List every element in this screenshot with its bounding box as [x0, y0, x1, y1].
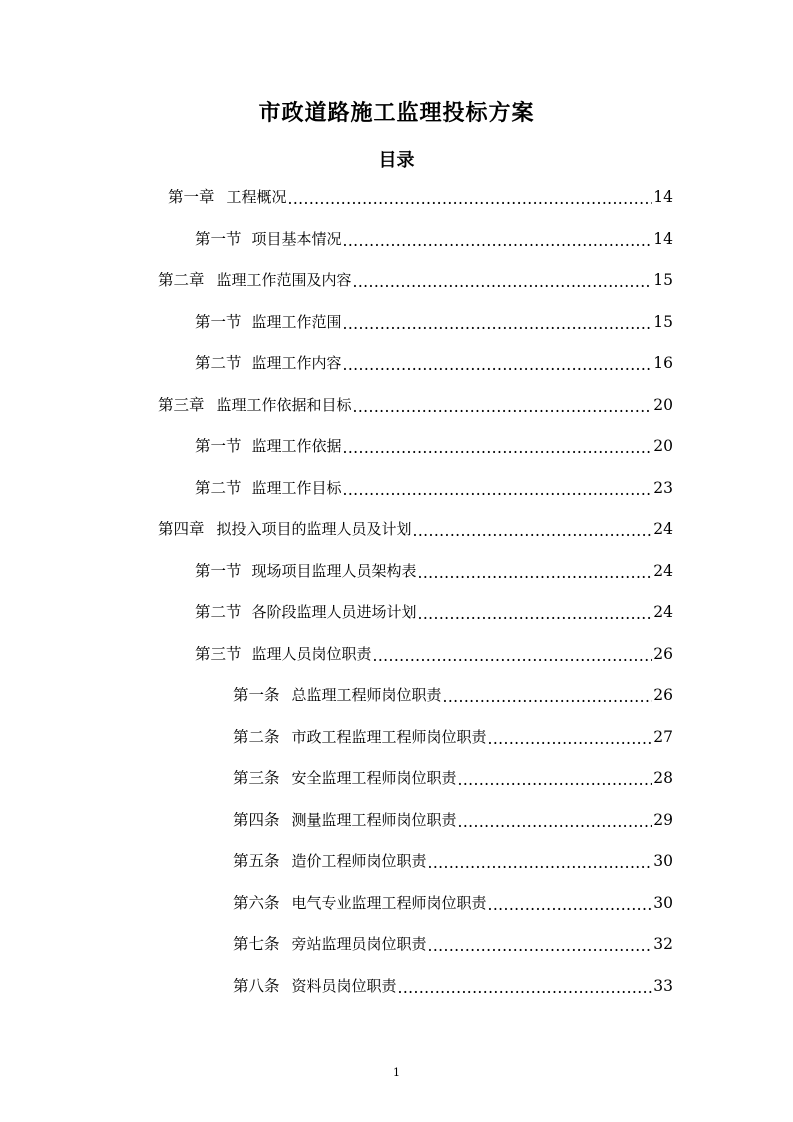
toc-entry-number: 第四章: [158, 520, 205, 538]
toc-entry-title: 监理工作依据: [251, 437, 342, 455]
toc-entry-page: 29: [653, 811, 673, 829]
toc-entry-page: 14: [653, 230, 673, 248]
toc-entry-number: 第四条: [233, 811, 280, 829]
page-number: 1: [393, 1066, 400, 1079]
document-title: 市政道路施工监理投标方案: [258, 101, 535, 126]
toc-entry[interactable]: [195, 560, 673, 582]
toc-leader-dots: [343, 481, 653, 499]
toc-entry-page: 30: [653, 894, 673, 912]
toc-entry[interactable]: [233, 933, 673, 955]
toc-leader-dots: [428, 854, 653, 872]
toc-entry[interactable]: [195, 643, 673, 665]
toc-entry-title: 安全监理工程师岗位职责: [291, 769, 457, 787]
toc-entry-title: 资料员岗位职责: [291, 977, 397, 995]
toc-entry-page: 15: [653, 313, 673, 331]
toc-entry-number: 第一节: [195, 562, 242, 580]
toc-entry-page: 14: [653, 188, 673, 206]
toc-entry-title: 电气专业监理工程师岗位职责: [291, 894, 487, 912]
toc-entry-number: 第三条: [233, 769, 280, 787]
toc-entry-number: 第一章: [168, 188, 215, 206]
toc-entry[interactable]: [158, 394, 673, 416]
toc-entry-number: 第三节: [195, 645, 242, 663]
toc-entry-number: 第一节: [195, 313, 242, 331]
toc-leader-dots: [343, 315, 653, 333]
toc-entry-title: 项目基本情况: [251, 230, 342, 248]
toc-entry[interactable]: [233, 975, 673, 997]
toc-entry[interactable]: [233, 850, 673, 872]
toc-leader-dots: [413, 522, 653, 540]
toc-entry-number: 第七条: [233, 935, 280, 953]
toc-entry-page: 20: [653, 437, 673, 455]
toc-entry-number: 第二节: [195, 479, 242, 497]
toc-entry-page: 26: [653, 686, 673, 704]
toc-entry-page: 20: [653, 396, 673, 414]
toc-leader-dots: [428, 937, 653, 955]
toc-entry-number: 第三章: [158, 396, 205, 414]
toc-entry-title: 监理人员岗位职责: [251, 645, 372, 663]
toc-leader-dots: [373, 647, 653, 665]
toc-entry-title: 旁站监理员岗位职责: [291, 935, 427, 953]
toc-entry-number: 第一节: [195, 230, 242, 248]
toc-entry-title: 工程概况: [226, 188, 287, 206]
toc-leader-dots: [458, 771, 653, 789]
toc-entry[interactable]: [195, 352, 673, 374]
toc-entry-page: 27: [653, 728, 673, 746]
toc-leader-dots: [343, 232, 653, 250]
toc-entry-number: 第一节: [195, 437, 242, 455]
toc-leader-dots: [288, 190, 653, 208]
toc-entry-page: 15: [653, 271, 673, 289]
toc-heading: 目录: [378, 150, 415, 171]
toc-entry-number: 第二节: [195, 603, 242, 621]
toc-entry-title: 监理工作内容: [251, 354, 342, 372]
toc-entry[interactable]: [233, 892, 673, 914]
toc-entry-page: 24: [653, 603, 673, 621]
toc-leader-dots: [343, 439, 653, 457]
toc-entry-title: 市政工程监理工程师岗位职责: [291, 728, 487, 746]
toc-entry-number: 第二条: [233, 728, 280, 746]
toc-entry[interactable]: [195, 477, 673, 499]
toc-entry-page: 24: [653, 520, 673, 538]
toc-entry[interactable]: [195, 311, 673, 333]
toc-entry-page: 16: [653, 354, 673, 372]
toc-entry-page: 26: [653, 645, 673, 663]
toc-entry-number: 第二章: [158, 271, 205, 289]
toc-entry[interactable]: [158, 269, 673, 291]
toc-entry-page: 23: [653, 479, 673, 497]
toc-entry-page: 28: [653, 769, 673, 787]
toc-leader-dots: [398, 979, 653, 997]
toc-entry-title: 造价工程师岗位职责: [291, 852, 427, 870]
toc-entry[interactable]: [233, 726, 673, 748]
toc-entry-page: 33: [653, 977, 673, 995]
toc-leader-dots: [353, 398, 653, 416]
toc-entry[interactable]: [195, 435, 673, 457]
toc-entry-number: 第八条: [233, 977, 280, 995]
toc-leader-dots: [488, 730, 653, 748]
toc-entry[interactable]: [195, 228, 673, 250]
toc-entry[interactable]: [233, 767, 673, 789]
toc-entry-number: 第六条: [233, 894, 280, 912]
toc-entry-page: 24: [653, 562, 673, 580]
toc-entry[interactable]: [233, 809, 673, 831]
toc-leader-dots: [353, 273, 653, 291]
toc-entry-title: 各阶段监理人员进场计划: [251, 603, 417, 621]
toc-entry[interactable]: [168, 186, 673, 208]
toc-entry-title: 总监理工程师岗位职责: [291, 686, 442, 704]
toc-leader-dots: [343, 356, 653, 374]
toc-entry-title: 现场项目监理人员架构表: [251, 562, 417, 580]
toc-entry-title: 监理工作范围及内容: [216, 271, 352, 289]
toc-leader-dots: [458, 813, 653, 831]
toc-entry-title: 监理工作依据和目标: [216, 396, 352, 414]
toc-entry-title: 监理工作目标: [251, 479, 342, 497]
toc-entry-number: 第二节: [195, 354, 242, 372]
toc-entry-title: 监理工作范围: [251, 313, 342, 331]
toc-entry-number: 第一条: [233, 686, 280, 704]
toc-leader-dots: [488, 896, 653, 914]
toc-entry[interactable]: [195, 601, 673, 623]
toc-entry[interactable]: [233, 684, 673, 706]
toc-leader-dots: [418, 605, 653, 623]
toc-entry-page: 32: [653, 935, 673, 953]
toc-entry-title: 测量监理工程师岗位职责: [291, 811, 457, 829]
toc-leader-dots: [443, 688, 653, 706]
toc-leader-dots: [418, 564, 653, 582]
toc-entry-title: 拟投入项目的监理人员及计划: [216, 520, 412, 538]
toc-entry[interactable]: [158, 518, 673, 540]
toc-entry-number: 第五条: [233, 852, 280, 870]
toc-entry-page: 30: [653, 852, 673, 870]
